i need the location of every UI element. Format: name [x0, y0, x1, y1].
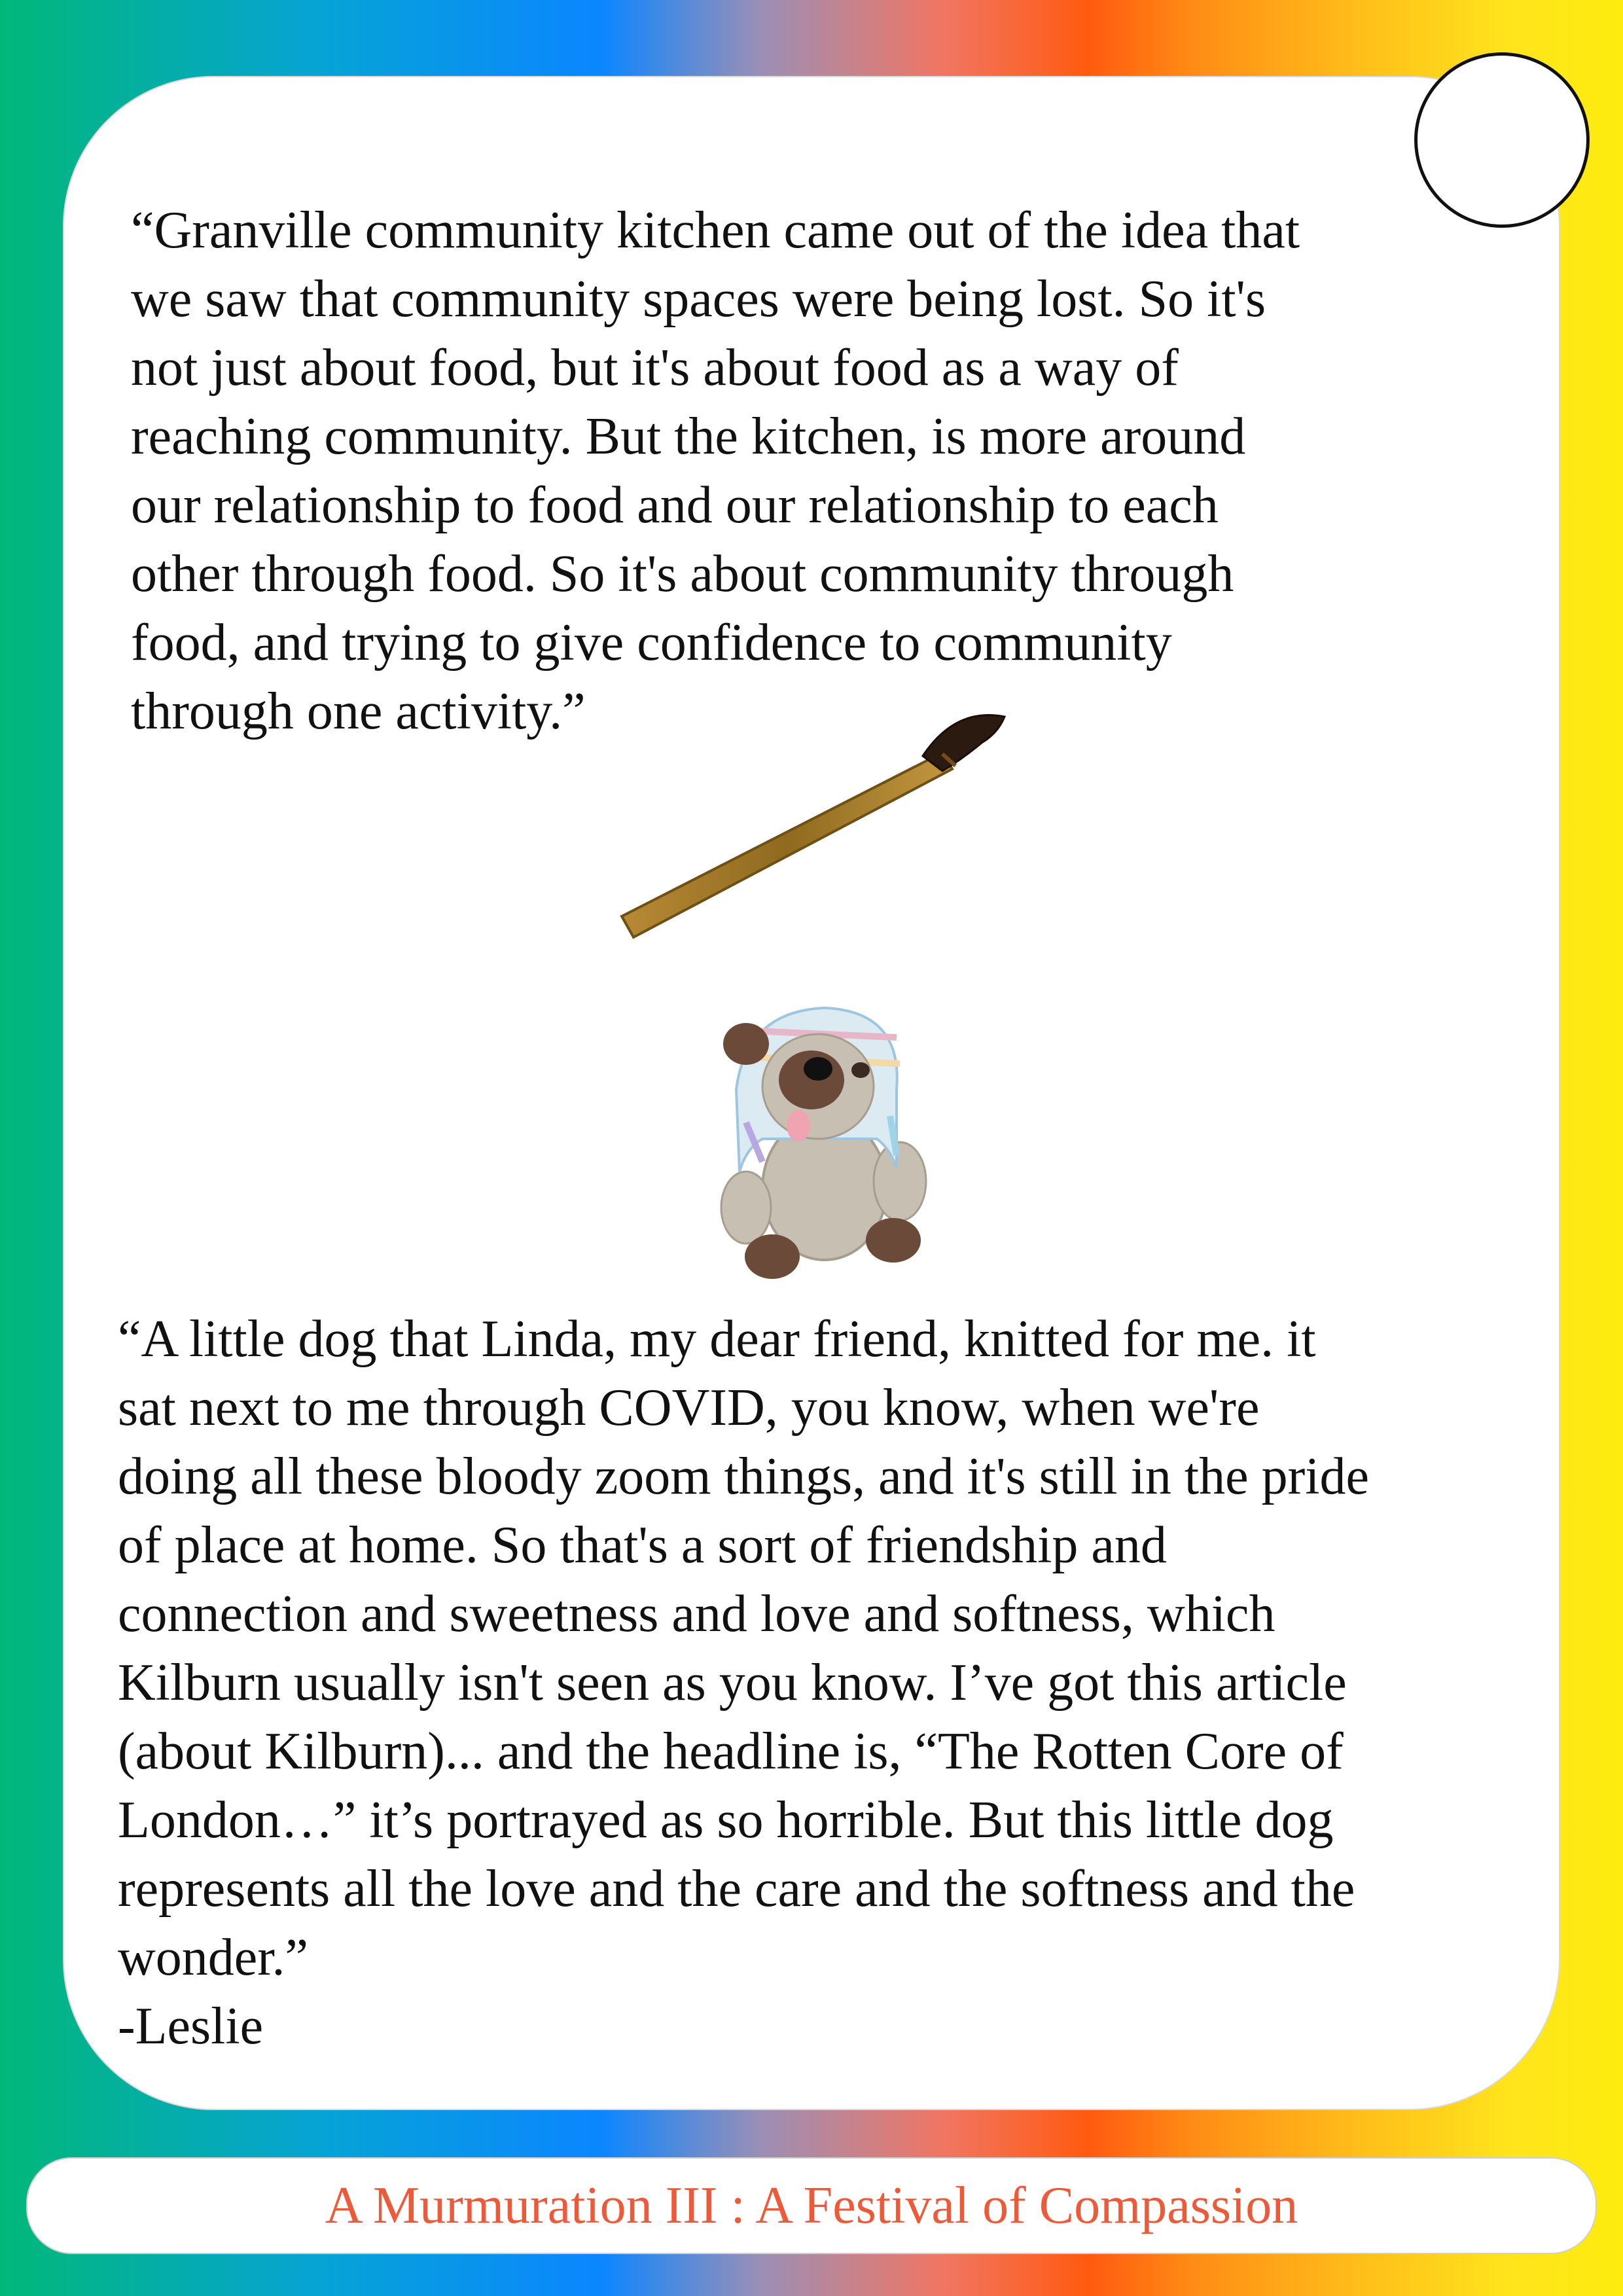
- knitted-dog-image: [700, 992, 949, 1286]
- wooden-spatula-image: [615, 694, 1008, 942]
- footer-title: A Murmuration III : A Festival of Compassion: [325, 2177, 1298, 2234]
- corner-circle-icon: [1414, 52, 1590, 228]
- quote-granville-kitchen: “Granville community kitchen came out of the idea that we saw that community spaces were being lost. So it's not just about food, but it's about food as a way of reaching community. But the kitchen, is more around our relationship to food and our relationship to each other through food. So it's about community through food, and trying to give confidence to community through one activity.”: [131, 202, 1300, 740]
- quote-knitted-dog: “A little dog that Linda, my dear friend, knitted for me. it sat next to me through COVID, you know, when we're doing all these bloody zoom things, and it's still in the pride of place at home. So that's a sort of friendship and connection and sweetness and love and softness, which Kilburn usually isn't seen as you know. I’ve got this article (about Kilburn)... and the headline is, “The Rotten Core of London…” it’s portrayed as so horrible. But this little dog represents all the love and the care and the softness and the wonder.” -Leslie: [118, 1310, 1369, 2055]
- footer-bar: [26, 2157, 1597, 2254]
